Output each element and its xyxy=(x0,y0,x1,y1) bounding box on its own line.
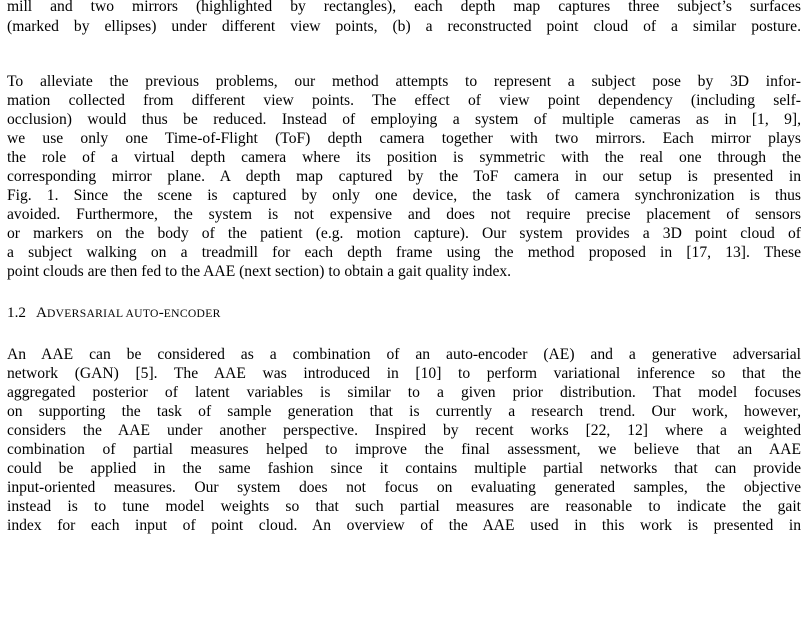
paragraph-line: occlusion) would thus be reduced. Instead of employing a system of multiple cameras as in [1, 9], xyxy=(7,111,801,128)
paragraph-line: a subject walking on a treadmill for each depth frame using the method proposed in [17, 13]. These xyxy=(7,244,801,261)
paragraph-line: aggregated posterior of latent variables is similar to a given prior distribution. That model focuses xyxy=(7,384,801,401)
paragraph-line: Fig. 1. Since the scene is captured by only one device, the task of camera synchronization is thus xyxy=(7,187,801,204)
section-title-cap: A xyxy=(35,304,47,321)
section-number: 1.2 xyxy=(7,304,26,321)
paragraph-line: index for each input of point cloud. An overview of the AAE used in this work is presented in xyxy=(7,517,801,534)
caption-line: mill and two mirrors (highlighted by rectangles), each depth map captures three subject’s surfaces xyxy=(7,0,801,15)
paragraph-line: input-oriented measures. Our system does not focus on evaluating generated samples, the objective xyxy=(7,479,801,496)
paragraph-line: network (GAN) [5]. The AAE was introduced in [10] to perform variational inference so that the xyxy=(7,365,801,382)
paragraph-line: or markers on the body of the patient (e.g. motion capture). Our system provides a 3D point cloud of xyxy=(7,225,801,242)
section-title-rest: DVERSARIAL AUTO xyxy=(46,307,159,320)
paragraph-line: instead is to tune model weights so that such partial measures are reasonable to indicate the gait xyxy=(7,498,801,515)
section-heading xyxy=(7,303,221,323)
caption-line: (marked by ellipses) under different view points, (b) a reconstructed point cloud of a similar posture. xyxy=(7,18,801,35)
paragraph-line: An AAE can be considered as a combination of an auto-encoder (AE) and a generative adversarial xyxy=(7,346,801,363)
paragraph-line: on supporting the task of sample generation that is currently a research trend. Our work, however, xyxy=(7,403,801,420)
paragraph-line: combination of partial measures helped to improve the final assessment, we believe that an AAE xyxy=(7,441,801,458)
paragraph-line-last: point clouds are then fed to the AAE (next section) to obtain a gait quality index. xyxy=(7,263,512,280)
section-title-dash: - xyxy=(158,304,164,321)
paragraph-line: mation collected from different view points. The effect of view point dependency (including self- xyxy=(7,92,801,109)
paragraph-line: avoided. Furthermore, the system is not expensive and does not require precise placement of sensors xyxy=(7,206,801,223)
section-title-rest2: ENCODER xyxy=(163,307,221,320)
paragraph-line: the role of a virtual depth camera where its position is symmetric with the real one through the xyxy=(7,149,801,166)
paragraph-line: corresponding mirror plane. A depth map captured by the ToF camera in our setup is presented in xyxy=(7,168,801,185)
paragraph-line: To alleviate the previous problems, our method attempts to represent a subject pose by 3D infor- xyxy=(7,73,801,90)
paragraph-line: could be applied in the same fashion since it contains multiple partial networks that can provide xyxy=(7,460,801,477)
paragraph-line: we use only one Time-of-Flight (ToF) depth camera together with two mirrors. Each mirror plays xyxy=(7,130,801,147)
paragraph-line: considers the AAE under another perspective. Inspired by recent works [22, 12] where a weighted xyxy=(7,422,801,439)
